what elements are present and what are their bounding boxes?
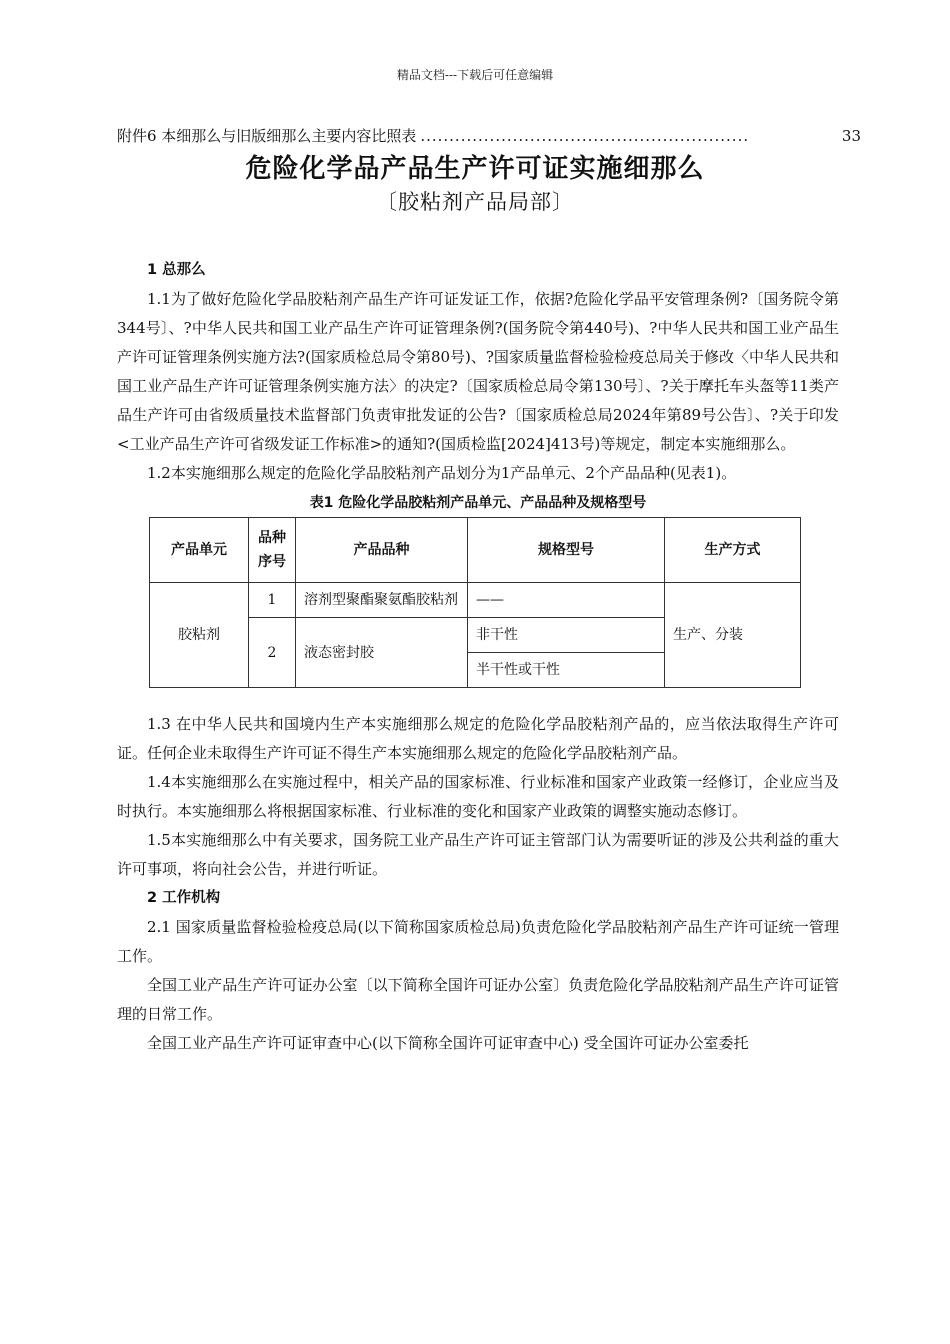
table-header-cell: 产品品种: [296, 518, 468, 583]
toc-leader-dots: .........................................................: [420, 127, 750, 145]
paragraph: 2.1 国家质量监督检验检疫总局(以下简称国家质检总局)负责危险化学品胶粘剂产品生产许可证统一管理工作。: [117, 918, 839, 965]
document-subtitle: 〔胶粘剂产品局部〕: [376, 190, 574, 214]
document-body: [117, 256, 839, 1058]
document-title: 危险化学品产品生产许可证实施细那么: [245, 154, 705, 184]
table-cell-variety: 溶剂型聚酯聚氨酯胶粘剂: [296, 583, 468, 618]
table-header-cell: 生产方式: [665, 518, 801, 583]
table-cell-seq: 2: [249, 618, 296, 688]
table-cell-spec: 非干性: [468, 618, 665, 653]
table-cell-seq: 1: [249, 583, 296, 618]
toc-page-number: 33: [841, 127, 861, 145]
table-header-row: [150, 518, 801, 583]
toc-entry[interactable]: [117, 125, 861, 146]
section-heading: 2 工作机构: [147, 890, 221, 906]
header-watermark: 精品文档---下载后可任意编辑: [396, 68, 554, 82]
table-header-cell: 品种 序号: [249, 518, 296, 583]
table-cell-unit: 胶粘剂: [150, 583, 249, 688]
table-cell-variety: 液态密封胶: [296, 618, 468, 688]
product-table: [149, 517, 801, 688]
paragraph: 全国工业产品生产许可证办公室〔以下简称全国许可证办公室〕负责危险化学品胶粘剂产品生产许可证管理的日常工作。: [117, 976, 839, 1023]
table-header-cell: 产品单元: [150, 518, 249, 583]
paragraph: 1.3 在中华人民共和国境内生产本实施细那么规定的危险化学品胶粘剂产品的，应当依法取得生产许可证。任何企业未取得生产许可证不得生产本实施细那么规定的危险化学品胶粘剂产品。: [117, 715, 839, 762]
table-caption: 表1 危险化学品胶粘剂产品单元、产品品种及规格型号: [309, 495, 647, 511]
toc-label: 附件6 本细那么与旧版细那么主要内容比照表: [117, 127, 417, 145]
paragraph: 1.5本实施细那么中有关要求，国务院工业产品生产许可证主管部门认为需要听证的涉及公共利益的重大许可事项，将向社会公告，并进行听证。: [117, 831, 839, 878]
table-cell-spec: ——: [468, 583, 665, 618]
paragraph: 全国工业产品生产许可证审查中心(以下简称全国许可证审查中心) 受全国许可证办公室委托: [147, 1034, 749, 1052]
table-header-cell: 规格型号: [468, 518, 665, 583]
paragraph: 1.4本实施细那么在实施过程中，相关产品的国家标准、行业标准和国家产业政策一经修订，企业应当及时执行。本实施细那么将根据国家标准、行业标准的变化和国家产业政策的调整实施动态修订。: [117, 773, 839, 820]
table-cell-method: 生产、分装: [665, 583, 801, 688]
table-row: [150, 583, 801, 618]
paragraph: 1.1为了做好危险化学品胶粘剂产品生产许可证发证工作，依据?危险化学品平安管理条例?〔国务院令第344号〕、?中华人民共和国工业产品生产许可证管理条例?(国务院令第440号)、?中华人民共和国工业产品生产许可证管理条例实施方法?(国家质检总局令第80号)、?国家质量监督检验检疫总局关于修改〈中华人民共和国工业产品生产许可证管理条例实施方法〉的决定?〔国家质检总局令第130号〕、?关于摩托车头盔等11类产品生产许可由省级质量技术监督部门负责审批发证的公告?〔国家质检总局2024年第89号公告〕、?关于印发<工业产品生产许可省级发证工作标准>的通知?(国质检监[2024]413号)等规定，制定本实施细那么。: [117, 290, 839, 453]
table-cell-spec: 半干性或干性: [468, 653, 665, 688]
paragraph: 1.2本实施细那么规定的危险化学品胶粘剂产品划分为1产品单元、2个产品品种(见表1)。: [147, 464, 737, 482]
section-heading: 1 总那么: [147, 262, 206, 278]
